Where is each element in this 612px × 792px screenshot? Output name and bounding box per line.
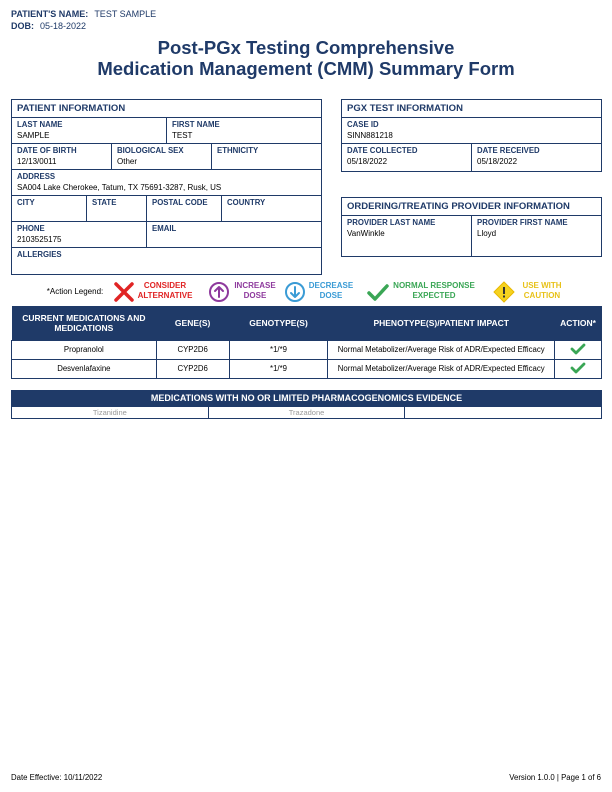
col-genes: GENE(S) <box>156 306 229 340</box>
med-name: Desvenlafaxine <box>12 359 157 378</box>
action-legend <box>0 280 612 304</box>
legend-label: *Action Legend: <box>46 287 104 296</box>
title-line-2: Medication Management (CMM) Summary Form <box>97 58 515 79</box>
date-collected-label: DATE COLLECTED <box>347 146 418 155</box>
dob-value: 05-18-2022 <box>40 21 87 31</box>
legend-decrease-text: DECREASE DOSE <box>308 281 354 300</box>
med-genotype: *1/*9 <box>229 340 328 359</box>
patient-name-label: PATIENT'S NAME: <box>11 9 89 19</box>
legend-consider-text: CONSIDER ALTERNATIVE <box>137 281 193 300</box>
dob-field-label: DATE OF BIRTH <box>17 146 77 155</box>
dob-cell[interactable] <box>12 144 112 170</box>
patient-name-line <box>11 9 156 19</box>
ethnicity-cell[interactable] <box>212 144 321 170</box>
med-name: Propranolol <box>12 340 157 359</box>
no-evidence-row <box>11 407 602 419</box>
provider-info-heading: ORDERING/TREATING PROVIDER INFORMATION <box>342 198 601 216</box>
normal-response-icon <box>366 281 390 303</box>
increase-dose-icon <box>208 281 230 303</box>
med-impact: Normal Metabolizer/Average Risk of ADR/Expected Efficacy <box>328 359 555 378</box>
phone-label: PHONE <box>17 224 45 233</box>
col-genotypes: GENOTYPE(S) <box>229 306 328 340</box>
legend-increase-text: INCREASE DOSE <box>234 281 276 300</box>
provider-last-name-cell[interactable] <box>342 216 472 256</box>
city-cell[interactable] <box>12 196 87 222</box>
provider-first-name-label: PROVIDER FIRST NAME <box>477 218 568 227</box>
no-evidence-item: Trazadone <box>209 407 406 418</box>
date-received-cell[interactable] <box>472 144 601 171</box>
sex-value: Other <box>117 157 138 166</box>
case-id-value: SINN881218 <box>347 131 393 140</box>
country-cell[interactable] <box>222 196 321 222</box>
first-name-label: FIRST NAME <box>172 120 220 129</box>
last-name-value: SAMPLE <box>17 131 50 140</box>
email-value <box>147 233 321 235</box>
col-action: ACTION* <box>555 306 602 340</box>
address-value: SA004 Lake Cherokee, Tatum, TX 75691-3287, Rusk, US <box>17 183 222 192</box>
med-genotype: *1/*9 <box>229 359 328 378</box>
col-phenotype: PHENOTYPE(S)/PATIENT IMPACT <box>328 306 555 340</box>
email-cell[interactable] <box>147 222 321 248</box>
state-cell[interactable] <box>87 196 147 222</box>
allergies-label: ALLERGIES <box>17 250 62 259</box>
dob-field-value: 12/13/0011 <box>17 157 57 166</box>
provider-info-box <box>341 197 602 257</box>
city-label: CITY <box>17 198 35 207</box>
medications-table <box>11 306 602 379</box>
legend-caution-text: USE WITH CAUTION <box>522 281 562 300</box>
med-action <box>555 359 602 378</box>
postal-code-cell[interactable] <box>147 196 222 222</box>
date-received-value: 05/18/2022 <box>477 157 518 166</box>
med-gene: CYP2D6 <box>156 359 229 378</box>
ethnicity-label: ETHNICITY <box>217 146 259 155</box>
case-id-label: CASE ID <box>347 120 379 129</box>
first-name-cell[interactable] <box>167 118 321 144</box>
no-evidence-section <box>11 390 602 419</box>
table-row[interactable] <box>12 359 602 378</box>
date-collected-value: 05/18/2022 <box>347 157 388 166</box>
legend-normal-text: NORMAL RESPONSE EXPECTED <box>393 281 475 300</box>
dob-line <box>11 21 86 31</box>
med-gene: CYP2D6 <box>156 340 229 359</box>
date-collected-cell[interactable] <box>342 144 472 171</box>
allergies-cell[interactable] <box>12 248 321 274</box>
address-cell[interactable] <box>12 170 321 196</box>
table-row[interactable] <box>12 340 602 359</box>
ethnicity-value <box>212 155 321 157</box>
version-page: Version 1.0.0 | Page 1 of 6 <box>509 773 601 782</box>
check-icon <box>570 343 586 355</box>
col-medications: CURRENT MEDICATIONS AND MEDICATIONS <box>12 306 157 340</box>
dob-label: DOB: <box>11 21 34 31</box>
no-evidence-item: Tizanidine <box>12 407 209 418</box>
caution-icon <box>493 281 515 303</box>
med-impact: Normal Metabolizer/Average Risk of ADR/Expected Efficacy <box>328 340 555 359</box>
date-received-label: DATE RECEIVED <box>477 146 540 155</box>
country-label: COUNTRY <box>227 198 266 207</box>
provider-first-name-cell[interactable] <box>472 216 601 256</box>
patient-name-value: TEST SAMPLE <box>94 9 157 19</box>
phone-cell[interactable] <box>12 222 147 248</box>
provider-last-name-value: VanWinkle <box>347 229 385 238</box>
sex-label: BIOLOGICAL SEX <box>117 146 184 155</box>
pgx-test-info-box <box>341 99 602 172</box>
decrease-dose-icon <box>284 281 306 303</box>
postal-code-label: POSTAL CODE <box>152 198 208 207</box>
sex-cell[interactable] <box>112 144 212 170</box>
consider-alternative-icon <box>113 281 135 303</box>
first-name-value: TEST <box>172 131 193 140</box>
phone-value: 2103525175 <box>17 235 62 244</box>
pgx-test-info-heading: PGX TEST INFORMATION <box>342 100 601 118</box>
email-label: EMAIL <box>152 224 177 233</box>
no-evidence-heading: MEDICATIONS WITH NO OR LIMITED PHARMACOGENOMICS EVIDENCE <box>11 390 602 407</box>
patient-info-box <box>11 99 322 275</box>
last-name-label: LAST NAME <box>17 120 63 129</box>
case-id-cell[interactable] <box>342 118 601 144</box>
provider-first-name-value: Lloyd <box>477 229 497 238</box>
allergies-value <box>12 259 321 261</box>
state-label: STATE <box>92 198 117 207</box>
medications-header-row <box>12 306 602 340</box>
last-name-cell[interactable] <box>12 118 167 144</box>
check-icon <box>570 362 586 374</box>
patient-info-heading: PATIENT INFORMATION <box>12 100 321 118</box>
date-effective: Date Effective: 10/11/2022 <box>11 773 103 782</box>
title-line-1: Post-PGx Testing Comprehensive <box>157 37 455 58</box>
no-evidence-item <box>405 407 601 418</box>
page-title <box>0 37 612 79</box>
provider-last-name-label: PROVIDER LAST NAME <box>347 218 436 227</box>
address-label: ADDRESS <box>17 172 56 181</box>
med-action <box>555 340 602 359</box>
